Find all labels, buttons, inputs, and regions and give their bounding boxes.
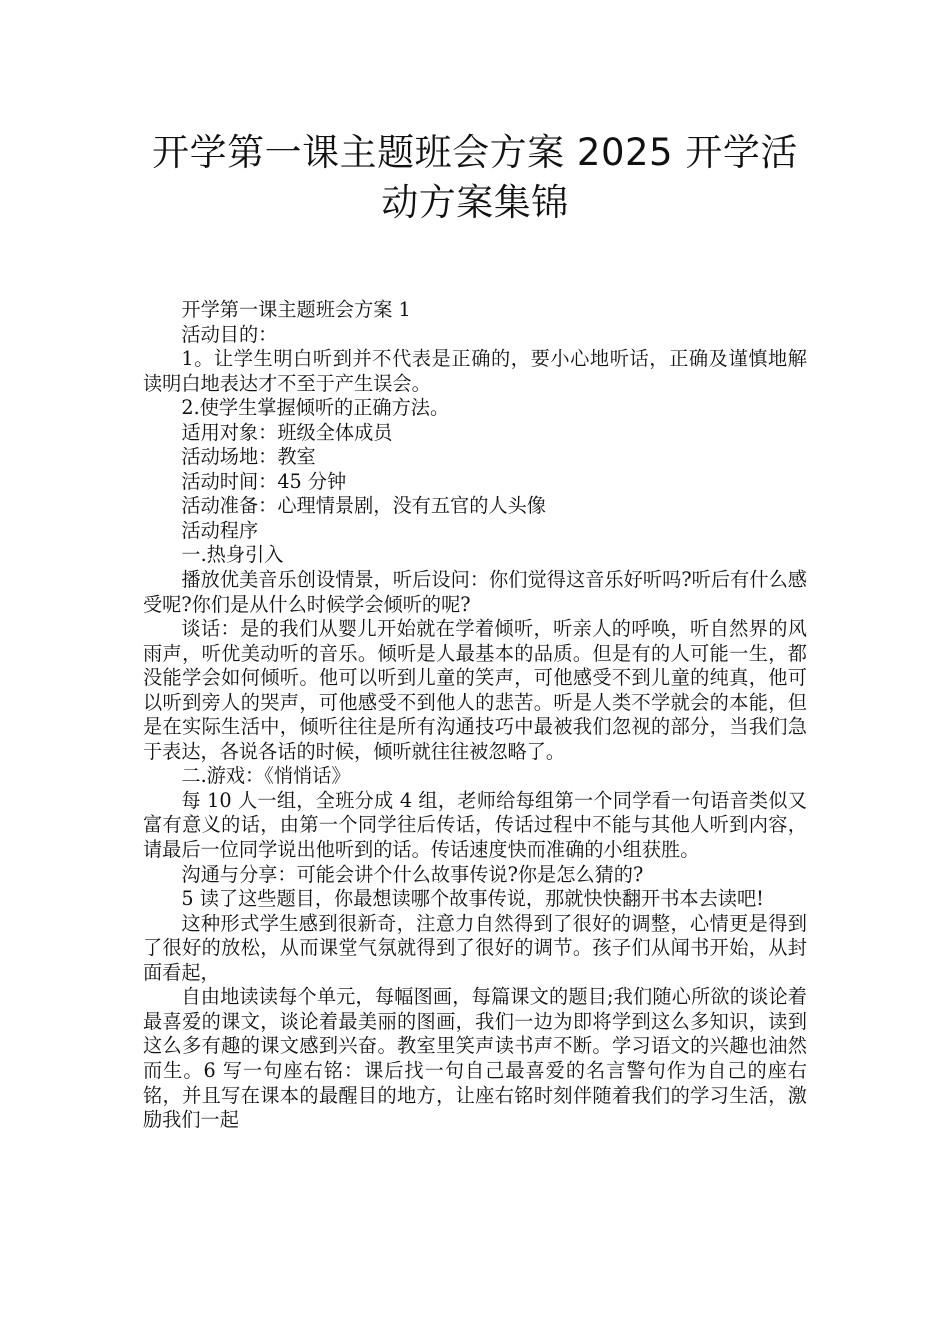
paragraph: 适用对象：班级全体成员 bbox=[181, 420, 393, 444]
paragraph: 2.使学生掌握倾听的正确方法。 bbox=[181, 396, 450, 420]
paragraph: 5 读了这些题目，你最想读哪个故事传说，那就快快翻开书本去读吧! bbox=[181, 887, 764, 911]
paragraph: 每 10 人一组，全班分成 4 组，老师给每组第一个同学看一句语音类似又富有意义的话，由第一个同学往后传话，传话过程中不能与其他人听到内容，请最后一位同学说出他听到的话。传话速度快而准确的小组获胜。 bbox=[143, 788, 807, 862]
document-title bbox=[120, 128, 830, 228]
paragraph: 谈话：是的我们从婴儿开始就在学着倾听，听亲人的呼唤，听自然界的风雨声，听优美动听的音乐。倾听是人最基本的品质。但是有的人可能一生，都没能学会如何倾听。他可以听到儿童的笑声，可他感受不到儿童的纯真，他可以听到旁人的哭声，可他感受不到他人的悲苦。听是人类不学就会的本能，但是在实际生活中，倾听往往是所有沟通技巧中最被我们忽视的部分，当我们急于表达，各说各话的时候，倾听就往往被忽略了。 bbox=[143, 617, 807, 763]
paragraph: 这种形式学生感到很新奇，注意力自然得到了很好的调整，心情更是得到了很好的放松，从而课堂气氛就得到了很好的调节。孩子们从闻书开始，从封面看起， bbox=[143, 911, 807, 984]
paragraph: 活动场地：教室 bbox=[181, 445, 316, 469]
document-body bbox=[143, 298, 807, 1133]
paragraph: 沟通与分享：可能会讲个什么故事传说?你是怎么猜的? bbox=[181, 862, 644, 886]
title-line-1: 开学第一课主题班会方案 2025 开学活 bbox=[152, 131, 798, 174]
paragraph: 活动程序 bbox=[181, 518, 259, 542]
paragraph: 一.热身引入 bbox=[181, 543, 284, 567]
paragraph: 活动目的： bbox=[181, 322, 278, 346]
paragraph: 播放优美音乐创设情景，听后设问：你们觉得这音乐好听吗?听后有什么感受呢?你们是从什么时候学会倾听的呢? bbox=[143, 568, 807, 616]
paragraph: 活动时间：45 分钟 bbox=[181, 469, 347, 493]
paragraph: 1。让学生明白听到并不代表是正确的，要小心地听话，正确及谨慎地解读明白地表达才不至于产生误会。 bbox=[143, 347, 807, 395]
section-heading: 开学第一课主题班会方案 1 bbox=[181, 298, 411, 321]
paragraph: 二.游戏：《悄悄话》 bbox=[181, 764, 351, 788]
paragraph: 活动准备：心理情景剧，没有五官的人头像 bbox=[181, 494, 546, 518]
paragraph: 自由地读读每个单元，每幅图画，每篇课文的题目;我们随心所欲的谈论着最喜爱的课文，谈论着最美丽的图画，我们一边为即将学到这么多知识，读到这么多有趣的课文感到兴奋。教室里笑声读书声不断。学习语文的兴趣也油然而生。6 写一句座右铭：课后找一句自己最喜爱的名言警句作为自己的座右铭，并且写在课本的最醒目的地方，让座右铭时刻伴随着我们的学习生活，激励我们一起 bbox=[143, 985, 807, 1132]
title-line-2: 动方案集锦 bbox=[381, 181, 569, 224]
